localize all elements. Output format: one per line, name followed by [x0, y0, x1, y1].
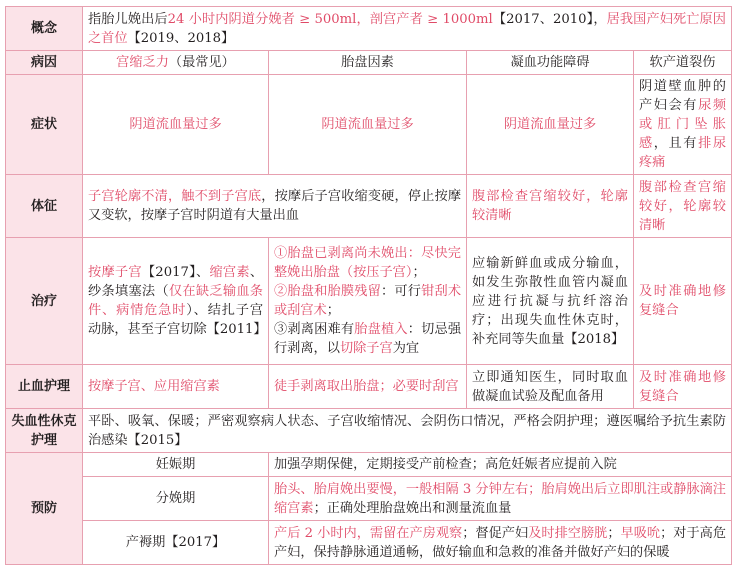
pph-table — [5, 6, 732, 565]
row-sign — [6, 175, 732, 238]
row-symptom — [6, 75, 732, 175]
header-prevention: 预防 — [6, 453, 83, 565]
row-prevention-delivery — [6, 477, 732, 521]
row-prevention-pregnancy — [6, 453, 732, 477]
treatment-c3: 应输新鲜血或成分输血，如发生弥散性血管内凝血应进行抗凝与抗纤溶治疗；出现失血性休克时，补充同等失血量【2018】 — [467, 238, 634, 365]
treatment-c2: ①胎盘已剥离尚未娩出：尽快完整娩出胎盘（按压子宫）； ②胎盘和胎膜残留：可行钳刮术或刮宫术； ③剥离困难有胎盘植入：切忌强行剥离，以切除子宫为宜 — [269, 238, 467, 365]
prevention-delivery-text: 胎头、胎肩娩出要慢，一般相隔 3 分钟左右；胎肩娩出后立即肌注或静脉滴注缩宫素；正确处理胎盘娩出和测量流血量 — [269, 477, 732, 521]
row-hemostasis — [6, 365, 732, 409]
row-cause — [6, 51, 732, 75]
hemostasis-c4: 及时准确地修复缝合 — [634, 365, 732, 409]
symptom-c1: 阴道流血量过多 — [83, 75, 269, 175]
symptom-c2: 阴道流血量过多 — [269, 75, 467, 175]
row-shock — [6, 409, 732, 453]
prevention-pregnancy-label: 妊娠期 — [83, 453, 269, 477]
prevention-puerperium-label: 产褥期【2017】 — [83, 521, 269, 565]
hemostasis-c2: 徒手剥离取出胎盘；必要时刮宫 — [269, 365, 467, 409]
cause-placental: 胎盘因素 — [269, 51, 467, 75]
row-concept — [6, 7, 732, 51]
sign-c4: 腹部检查宫缩较好，轮廓较清晰 — [634, 175, 732, 238]
prevention-puerperium-text: 产后 2 小时内，需留在产房观察；督促产妇及时排空膀胱；早吸吮；对于高危产妇，保持静脉通道通畅，做好输血和急救的准备并做好产妇的保暖 — [269, 521, 732, 565]
symptom-c3: 阴道流血量过多 — [467, 75, 634, 175]
header-concept: 概念 — [6, 7, 83, 51]
header-cause: 病因 — [6, 51, 83, 75]
header-hemostasis: 止血护理 — [6, 365, 83, 409]
shock-text: 平卧、吸氧、保暖；严密观察病人状态、子宫收缩情况、会阴伤口情况，严格会阴护理；遵医嘱给予抗生素防治感染【2015】 — [83, 409, 732, 453]
cause-coagulation: 凝血功能障碍 — [467, 51, 634, 75]
header-symptom: 症状 — [6, 75, 83, 175]
hemostasis-c3: 立即通知医生，同时取血做凝血试验及配血备用 — [467, 365, 634, 409]
row-treatment — [6, 238, 732, 365]
header-sign: 体征 — [6, 175, 83, 238]
header-shock: 失血性休克护理 — [6, 409, 83, 453]
symptom-c4: 阴道壁血肿的产妇会有尿频或肛门坠胀感，且有排尿疼痛 — [634, 75, 732, 175]
cause-laceration: 软产道裂伤 — [634, 51, 732, 75]
sign-c12: 子宫轮廓不清，触不到子宫底，按摩后子宫收缩变硬，停止按摩又变软，按摩子宫时阴道有大量出血 — [83, 175, 467, 238]
treatment-c4: 及时准确地修复缝合 — [634, 238, 732, 365]
prevention-delivery-label: 分娩期 — [83, 477, 269, 521]
cause-uterine-atony: 宫缩乏力（最常见） — [83, 51, 269, 75]
sign-c3: 腹部检查宫缩较好，轮廓较清晰 — [467, 175, 634, 238]
header-treatment: 治疗 — [6, 238, 83, 365]
row-prevention-puerperium — [6, 521, 732, 565]
hemostasis-c1: 按摩子宫、应用缩宫素 — [83, 365, 269, 409]
prevention-pregnancy-text: 加强孕期保健，定期接受产前检查；高危妊娠者应提前入院 — [269, 453, 732, 477]
concept-text: 指胎儿娩出后24 小时内阴道分娩者 ≥ 500ml，剖宫产者 ≥ 1000ml【2017、2010】，居我国产妇死亡原因之首位【2019、2018】 — [83, 7, 732, 51]
treatment-c1: 按摩子宫【2017】、缩宫素、纱条填塞法（仅在缺乏输血条件、病情危急时）、结扎子宫动脉，甚至子宫切除【2011】 — [83, 238, 269, 365]
